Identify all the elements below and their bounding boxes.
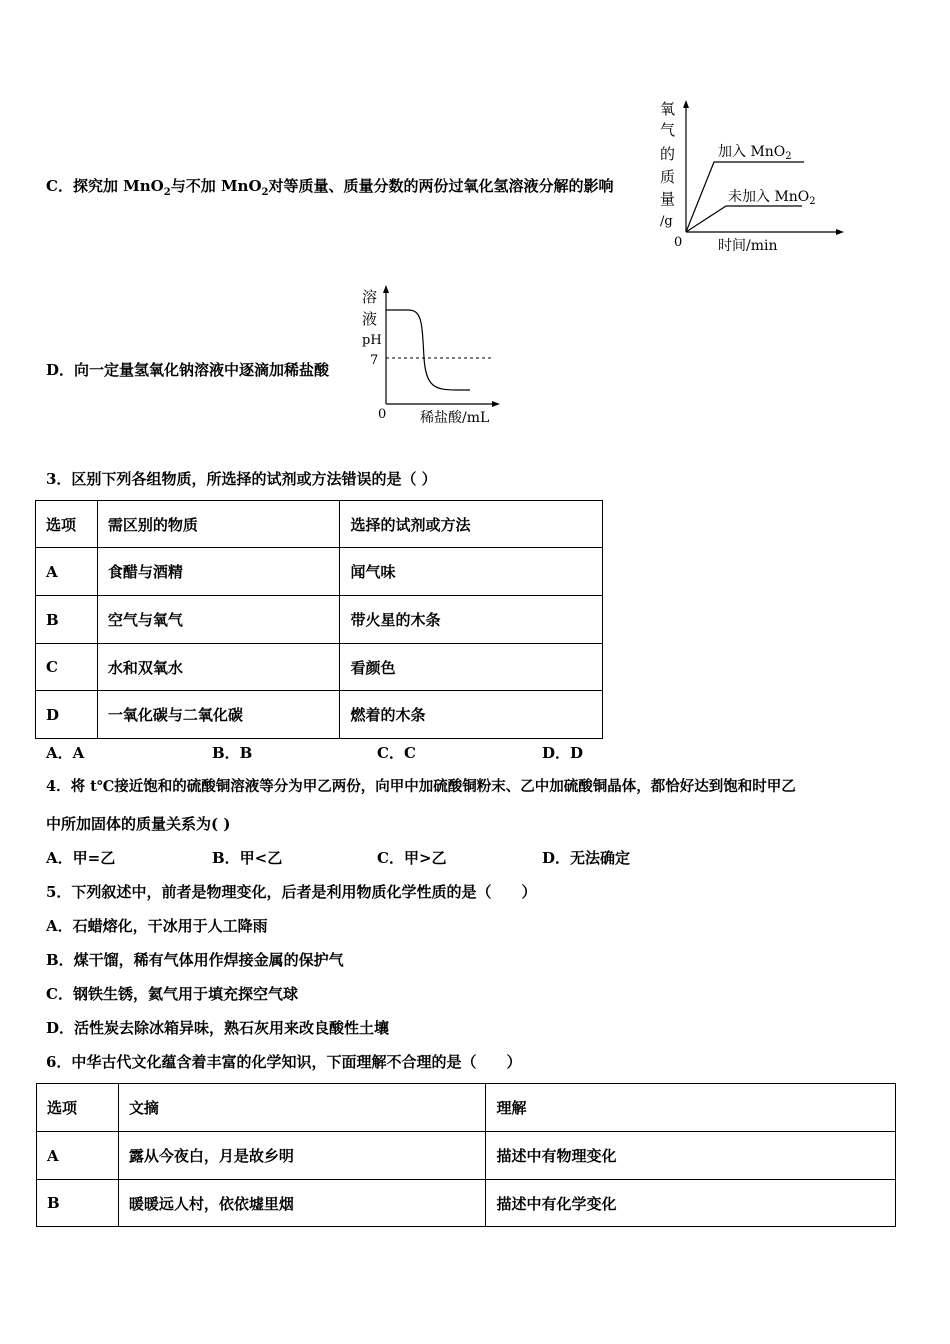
q6-stem: 6．中华古代文化蕴含着丰富的化学知识，下面理解不合理的是（ ） bbox=[46, 1053, 522, 1071]
graph-d-ylabel-char: pH bbox=[362, 333, 382, 348]
option-d-text: D．向一定量氢氧化钠溶液中逐滴加稀盐酸 bbox=[46, 361, 330, 379]
q5-choice-b: B．煤干馏，稀有气体用作焊接金属的保护气 bbox=[46, 951, 344, 969]
q5-choice-c: C．钢铁生锈，氦气用于填充探空气球 bbox=[46, 985, 298, 1003]
graph-d-ylabel-char: 液 bbox=[362, 310, 378, 328]
graph-c-line1-label: 加入 MnO$_2$ bbox=[718, 144, 792, 162]
graph-d-origin: 0 bbox=[378, 407, 387, 422]
table-row bbox=[36, 644, 603, 691]
cell: 闻气味 bbox=[340, 548, 603, 596]
cell: 空气与氧气 bbox=[97, 596, 340, 644]
graph-c-ylabel-char: 量 bbox=[660, 190, 676, 208]
q3-choice-b: B．B bbox=[212, 744, 253, 762]
graph-c-xlabel: 时间/min bbox=[718, 238, 778, 254]
q3-choice-a: A．A bbox=[46, 744, 85, 762]
cell: B bbox=[36, 596, 98, 644]
table-header-row bbox=[37, 1084, 896, 1132]
cell: 暖暖远人村，依依墟里烟 bbox=[118, 1180, 486, 1227]
q3-table bbox=[35, 500, 603, 739]
graph-c-ylabel-char: 质 bbox=[660, 168, 676, 186]
cell: 带火星的木条 bbox=[340, 596, 603, 644]
graph-c-ylabel-char: 气 bbox=[660, 121, 676, 139]
q3-choice-d: D．D bbox=[542, 744, 584, 762]
q4-choice-b: B．甲<乙 bbox=[212, 849, 283, 867]
q5-choice-d: D．活性炭去除冰箱异味，熟石灰用来改良酸性土壤 bbox=[46, 1019, 390, 1037]
header-cell: 选项 bbox=[36, 501, 98, 548]
option-c-text: C．探究加 MnO$_2$与不加 MnO$_2$对等质量、质量分数的两份过氧化氢溶液分解的影响 bbox=[46, 177, 614, 198]
q4-choice-a: A．甲=乙 bbox=[46, 849, 116, 867]
q4-stem-line1: 4．将 t℃接近饱和的硫酸铜溶液等分为甲乙两份，向甲中加硫酸铜粉末、乙中加硫酸铜晶体，都恰好达到饱和时甲乙 bbox=[46, 778, 796, 795]
header-cell: 选项 bbox=[37, 1084, 119, 1132]
q4-stem-line2: 中所加固体的质量关系为( ) bbox=[46, 815, 231, 833]
graph-d-xlabel: 稀盐酸/mL bbox=[420, 410, 490, 426]
graph-c-line2-label: 未加入 MnO$_2$ bbox=[728, 189, 816, 207]
q6-table bbox=[36, 1083, 896, 1227]
graph-c-line-without-mno2 bbox=[686, 206, 802, 232]
header-cell: 理解 bbox=[486, 1084, 896, 1132]
q4-choice-c: C．甲>乙 bbox=[377, 849, 447, 867]
header-cell: 文摘 bbox=[118, 1084, 486, 1132]
graph-d-ylabel-char: 溶 bbox=[362, 288, 378, 306]
cell: 描述中有物理变化 bbox=[486, 1132, 896, 1180]
table-header-row bbox=[36, 501, 603, 548]
cell: 露从今夜白，月是故乡明 bbox=[118, 1132, 486, 1180]
q3-stem: 3．区别下列各组物质，所选择的试剂或方法错误的是（ ） bbox=[46, 470, 437, 488]
table-row bbox=[36, 548, 603, 596]
cell: C bbox=[36, 644, 98, 691]
cell: 燃着的木条 bbox=[340, 691, 603, 739]
cell: A bbox=[36, 548, 98, 596]
graph-c-ylabel-char: 氧 bbox=[660, 100, 676, 118]
q5-stem: 5．下列叙述中，前者是物理变化，后者是利用物质化学性质的是（ ） bbox=[46, 883, 537, 901]
graph-c-ylabel-char: 的 bbox=[660, 145, 676, 163]
table-row bbox=[36, 691, 603, 739]
cell: 看颜色 bbox=[340, 644, 603, 691]
cell: 一氧化碳与二氧化碳 bbox=[97, 691, 340, 739]
header-cell: 选择的试剂或方法 bbox=[340, 501, 603, 548]
table-row bbox=[37, 1132, 896, 1180]
cell: A bbox=[37, 1132, 119, 1180]
cell: D bbox=[36, 691, 98, 739]
cell: 食醋与酒精 bbox=[97, 548, 340, 596]
graph-d-tick-7: 7 bbox=[370, 353, 379, 368]
cell: 描述中有化学变化 bbox=[486, 1180, 896, 1227]
q3-choice-c: C．C bbox=[377, 744, 416, 762]
table-row bbox=[36, 596, 603, 644]
cell: 水和双氧水 bbox=[97, 644, 340, 691]
oxygen-mass-graph bbox=[652, 98, 852, 258]
header-cell: 需区别的物质 bbox=[97, 501, 340, 548]
q4-choice-d: D．无法确定 bbox=[542, 849, 631, 867]
cell: B bbox=[37, 1180, 119, 1227]
table-row bbox=[37, 1180, 896, 1227]
graph-d-ph-curve bbox=[386, 310, 470, 390]
graph-c-ylabel-char: /g bbox=[660, 214, 673, 229]
q5-choice-a: A．石蜡熔化，干冰用于人工降雨 bbox=[46, 917, 268, 935]
ph-graph bbox=[356, 282, 506, 430]
graph-c-origin: 0 bbox=[674, 235, 683, 250]
